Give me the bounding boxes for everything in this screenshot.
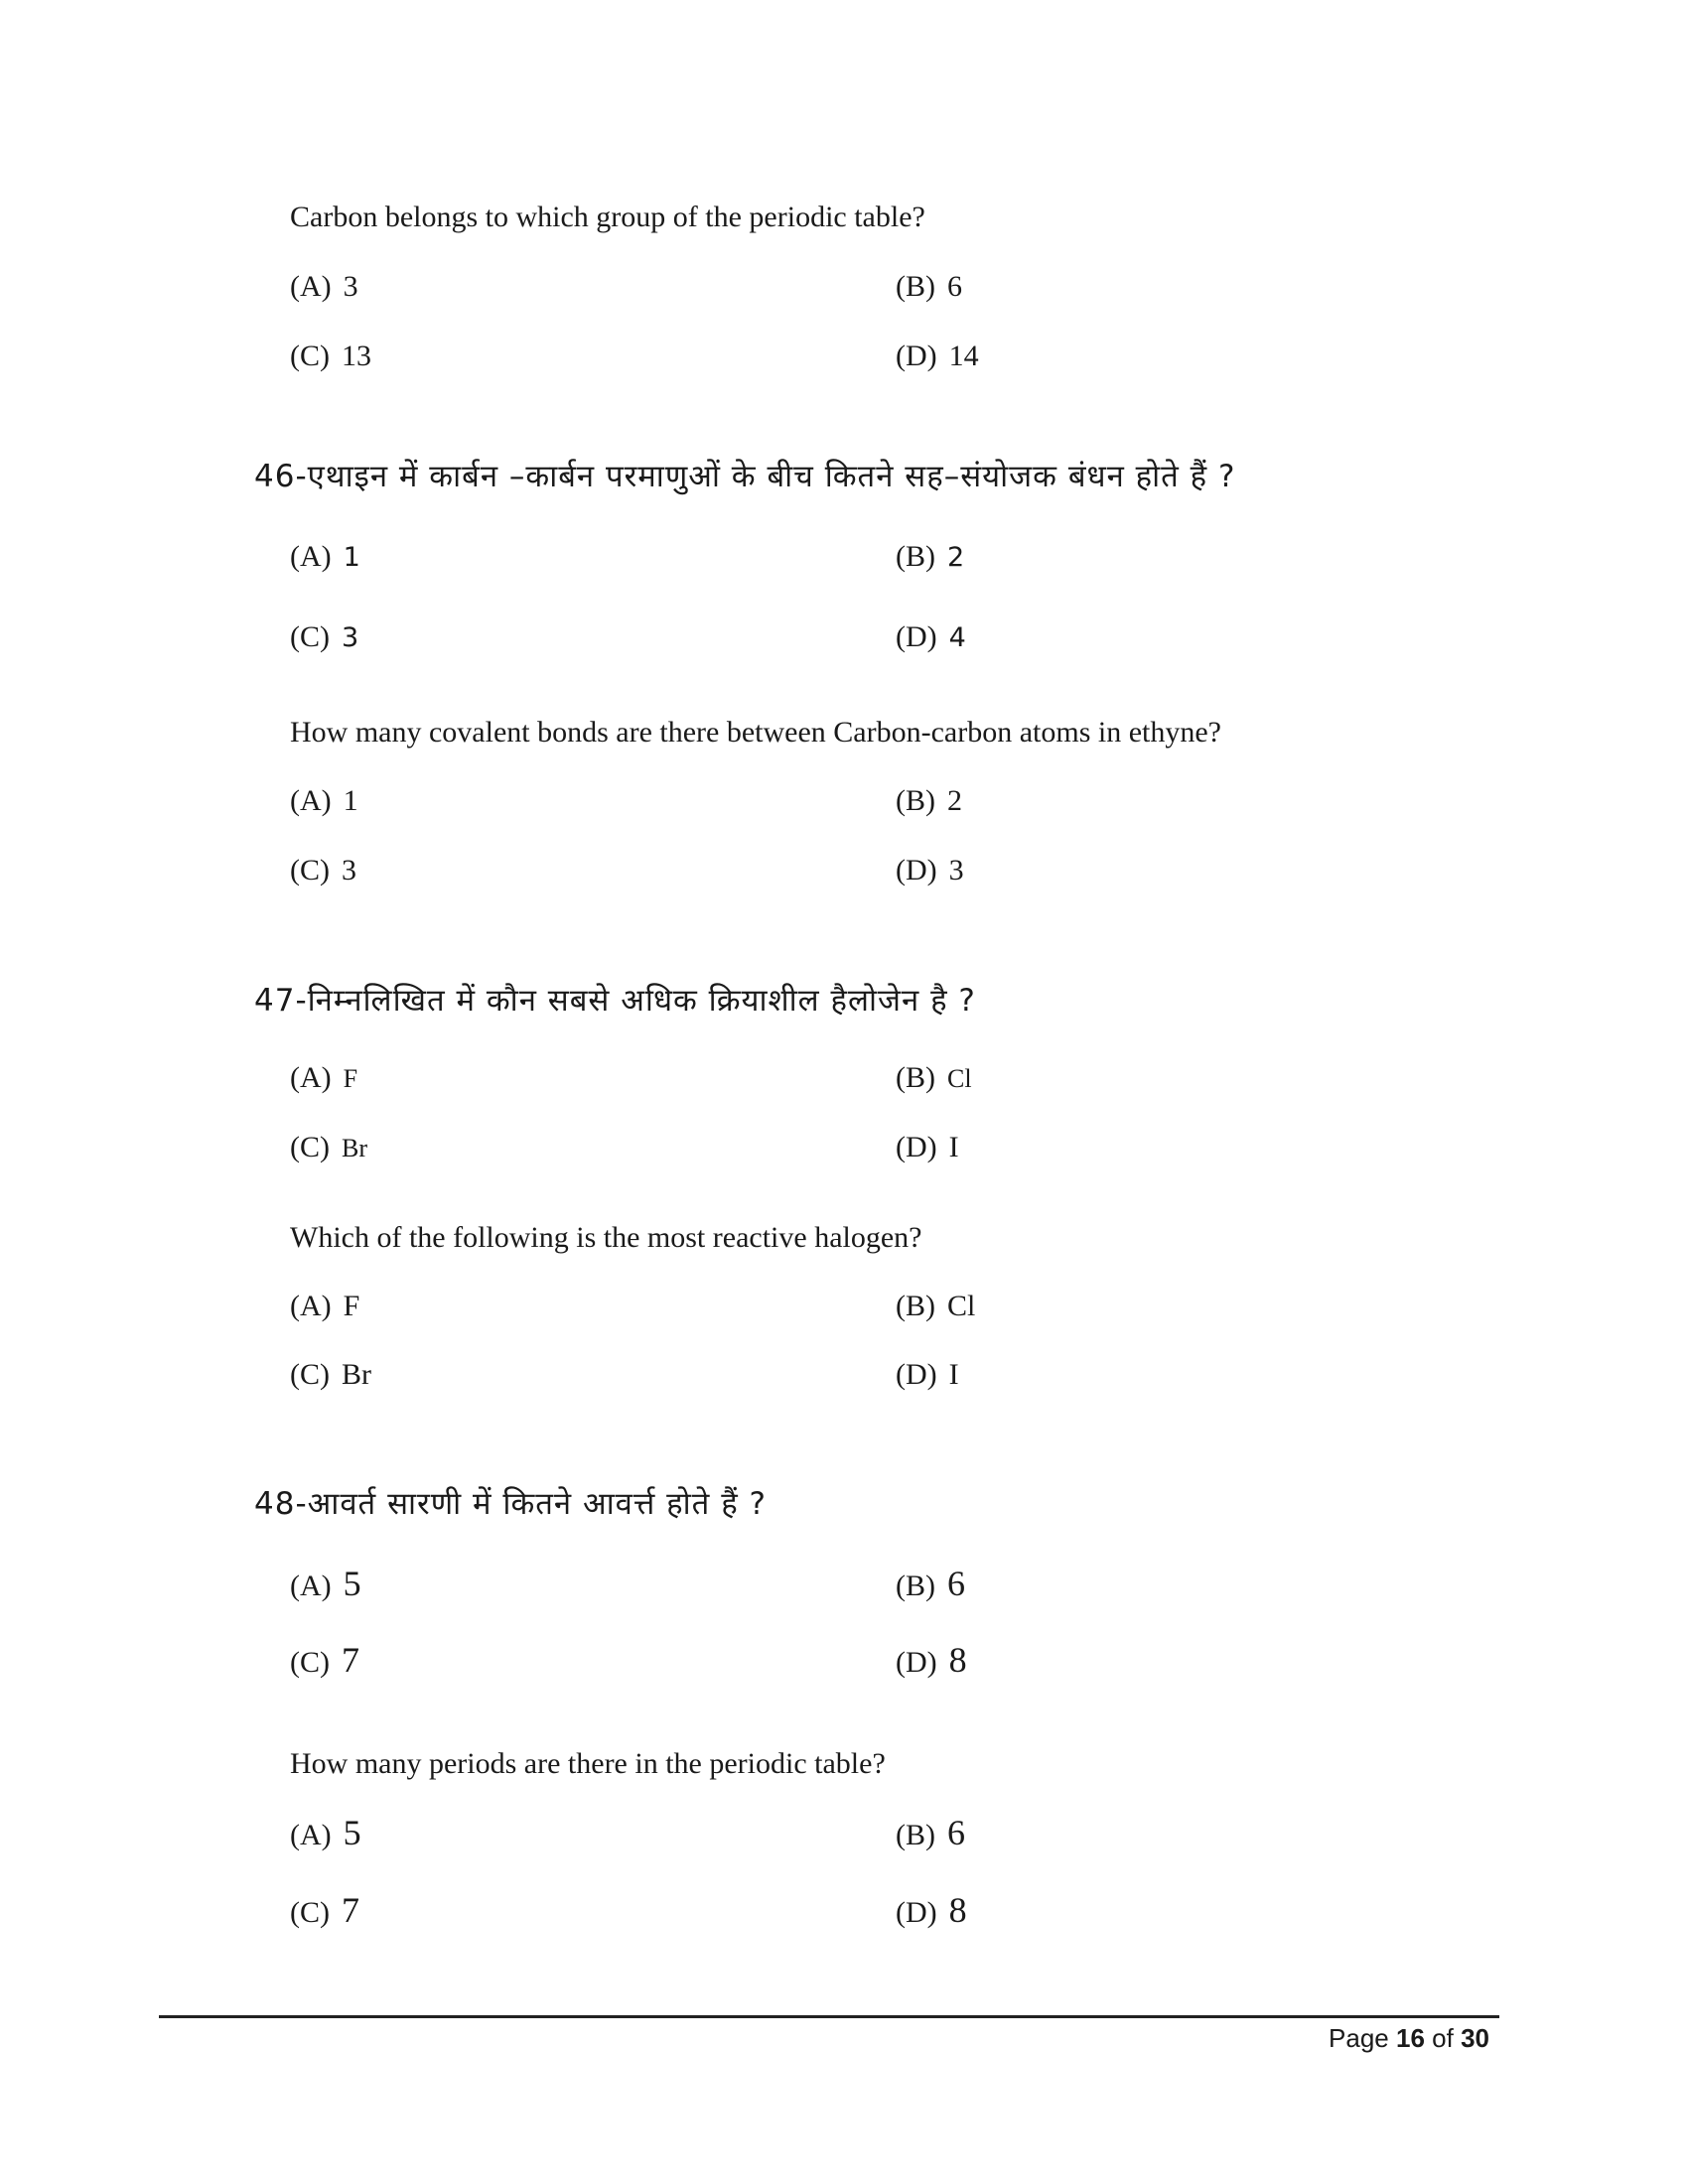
option-d [896, 1358, 959, 1392]
option-c [290, 620, 358, 654]
option-value: 3 [342, 622, 359, 653]
option-value: Cl [947, 1064, 972, 1093]
option-value: 13 [342, 340, 371, 372]
option-label: (C) [290, 1358, 330, 1391]
option-value: 7 [342, 1640, 359, 1680]
option-label: (D) [896, 340, 937, 372]
option-value: I [948, 1358, 959, 1391]
option-value: 14 [948, 340, 979, 372]
option-d [896, 340, 979, 373]
option-label: (B) [896, 1570, 935, 1602]
option-label: (A) [290, 1570, 332, 1602]
question-48-hindi: 48-आवर्त सारणी में कितने आवर्त्त होते हैं ? [254, 1486, 767, 1522]
option-b [896, 1290, 975, 1323]
option-label: (B) [896, 1819, 935, 1851]
option-value: 3 [948, 854, 964, 887]
option-c [290, 1358, 371, 1392]
option-label: (A) [290, 784, 332, 817]
option-label: (C) [290, 620, 330, 653]
option-d [896, 1131, 959, 1164]
option-c [290, 1639, 359, 1681]
option-label: (D) [896, 1358, 937, 1391]
question-46-english: How many covalent bonds are there between Carbon-carbon atoms in ethyne? [290, 716, 1221, 749]
option-value: 8 [948, 1640, 967, 1680]
option-value: F [343, 1064, 358, 1093]
page-total: 30 [1461, 2023, 1489, 2053]
option-value: Cl [947, 1290, 976, 1322]
option-value: 5 [343, 1564, 361, 1603]
page-word: Page [1329, 2023, 1389, 2053]
option-label: (C) [290, 1131, 330, 1163]
option-value: Br [342, 1358, 371, 1391]
option-c [290, 854, 356, 887]
option-value: 1 [343, 784, 358, 817]
option-label: (C) [290, 1896, 330, 1929]
option-label: (C) [290, 340, 330, 372]
question-47-english: Which of the following is the most reactive halogen? [290, 1221, 922, 1254]
option-value: 7 [342, 1890, 359, 1930]
option-b [896, 784, 962, 818]
option-c [290, 1131, 367, 1164]
option-label: (D) [896, 1131, 937, 1163]
option-label: (D) [896, 620, 937, 653]
option-value: F [343, 1290, 360, 1322]
option-a [290, 1563, 361, 1604]
question-45-english: Carbon belongs to which group of the periodic table? [290, 201, 925, 233]
footer-rule [159, 2015, 1499, 2018]
option-c [290, 1889, 359, 1931]
option-a [290, 270, 358, 304]
option-value: 3 [342, 854, 356, 887]
option-label: (D) [896, 1896, 937, 1929]
option-b [896, 1812, 965, 1853]
option-value: 1 [343, 542, 360, 573]
option-d [896, 620, 966, 654]
option-c [290, 340, 371, 373]
question-46-hindi: 46-एथाइन में कार्बन –कार्बन परमाणुओं के बीच कितने सह–संयोजक बंधन होते हैं ? [254, 459, 1236, 494]
question-47-hindi: 47-निम्नलिखित में कौन सबसे अधिक क्रियाशील हैलोजेन है ? [254, 983, 976, 1019]
option-a [290, 1812, 361, 1853]
option-label: (B) [896, 270, 935, 303]
option-a [290, 1290, 359, 1323]
option-a [290, 1061, 357, 1095]
option-label: (D) [896, 1646, 937, 1679]
option-d [896, 854, 964, 887]
option-label: (C) [290, 1646, 330, 1679]
option-label: (A) [290, 270, 332, 303]
option-label: (B) [896, 784, 935, 817]
option-value: 6 [947, 270, 962, 303]
option-label: (B) [896, 540, 935, 573]
option-b [896, 1563, 965, 1604]
page-current: 16 [1396, 2023, 1425, 2053]
option-b [896, 270, 962, 304]
option-label: (A) [290, 1290, 332, 1322]
page-number [1329, 2023, 1489, 2054]
option-value: 5 [343, 1813, 361, 1852]
option-label: (C) [290, 854, 330, 887]
option-value: 4 [948, 622, 966, 653]
option-value: Br [342, 1134, 367, 1162]
option-label: (B) [896, 1290, 935, 1322]
option-b [896, 540, 964, 574]
option-a [290, 540, 360, 574]
question-48-english: How many periods are there in the periodic table? [290, 1747, 886, 1780]
option-value: 6 [947, 1813, 965, 1852]
option-value: 8 [948, 1890, 967, 1930]
option-label: (A) [290, 1819, 332, 1851]
option-value: I [948, 1131, 959, 1163]
option-value: 2 [947, 542, 965, 573]
option-label: (D) [896, 854, 937, 887]
option-value: 3 [343, 270, 358, 303]
option-label: (B) [896, 1061, 935, 1094]
of-word: of [1432, 2023, 1454, 2053]
option-d [896, 1889, 967, 1931]
option-label: (A) [290, 540, 332, 573]
option-a [290, 784, 358, 818]
option-b [896, 1061, 972, 1095]
option-value: 6 [947, 1564, 965, 1603]
option-d [896, 1639, 967, 1681]
option-label: (A) [290, 1061, 332, 1094]
option-value: 2 [947, 784, 962, 817]
